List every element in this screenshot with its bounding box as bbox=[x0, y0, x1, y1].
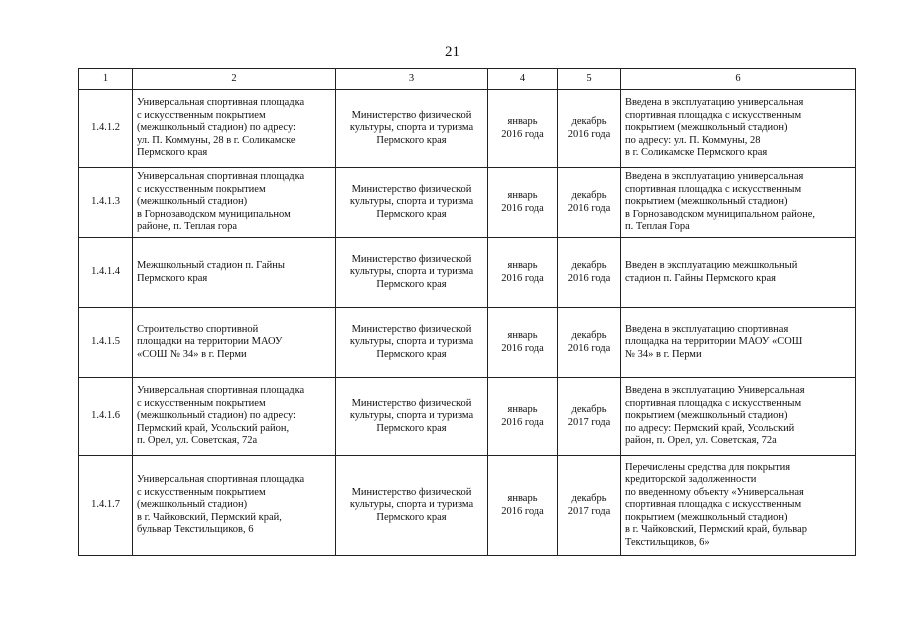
item-number: 1.4.1.4 bbox=[79, 238, 133, 308]
item-executor-line: Министерство физической bbox=[351, 397, 472, 409]
item-result-line: в Горнозаводском муниципальном районе, bbox=[625, 208, 816, 220]
item-result-line: в г. Чайковский, Пермский край, бульвар bbox=[625, 524, 807, 536]
item-result bbox=[621, 456, 856, 556]
item-executor-line: Министерство физической bbox=[351, 323, 472, 335]
item-start-date-line: 2016 года bbox=[501, 202, 544, 214]
item-name-line: с искусственным покрытием bbox=[137, 486, 266, 498]
item-name-line: Пермского края bbox=[137, 272, 208, 284]
item-result-line: по введенному объекту «Универсальная bbox=[625, 486, 804, 498]
item-number: 1.4.1.5 bbox=[79, 308, 133, 378]
item-result-line: покрытием (межшкольный стадион) bbox=[625, 122, 788, 134]
activities-table bbox=[78, 68, 856, 556]
item-result-line: п. Теплая Гора bbox=[625, 221, 690, 233]
item-start-date-line: 2016 года bbox=[501, 272, 544, 284]
item-start-date-line: январь bbox=[507, 404, 538, 415]
item-executor-line: культуры, спорта и туризма bbox=[349, 499, 474, 511]
item-name-line: районе, п. Теплая гора bbox=[137, 221, 238, 233]
item-result-line: по адресу: Пермский край, Усольский bbox=[625, 422, 795, 434]
item-start-date bbox=[488, 238, 558, 308]
column-header-4: 4 bbox=[488, 69, 558, 90]
item-result-line: площадка на территории МАОУ «СОШ bbox=[625, 336, 803, 348]
item-executor-line: Министерство физической bbox=[351, 486, 472, 498]
item-start-date bbox=[488, 308, 558, 378]
item-start-date-line: январь bbox=[507, 330, 538, 341]
item-result-line: покрытием (межшкольный стадион) bbox=[625, 410, 788, 422]
item-executor bbox=[336, 378, 488, 456]
item-end-date bbox=[558, 90, 621, 168]
item-result-line: Введена в эксплуатацию Универсальная bbox=[625, 385, 805, 397]
item-executor-line: культуры, спорта и туризма bbox=[349, 196, 474, 208]
column-number-row bbox=[79, 69, 856, 90]
item-result-line: спортивная площадка с искусственным bbox=[625, 183, 802, 195]
item-name bbox=[133, 90, 336, 168]
item-end-date-line: декабрь bbox=[571, 493, 607, 504]
item-end-date bbox=[558, 378, 621, 456]
item-end-date-line: декабрь bbox=[571, 260, 607, 271]
item-name-line: Универсальная спортивная площадка bbox=[137, 385, 305, 397]
table-row bbox=[79, 456, 856, 556]
item-result-line: спортивная площадка с искусственным bbox=[625, 397, 802, 409]
item-result-line: спортивная площадка с искусственным bbox=[625, 109, 802, 121]
item-result bbox=[621, 238, 856, 308]
item-result-line: кредиторской задолженности bbox=[625, 474, 757, 486]
item-result-line: Введена в эксплуатацию универсальная bbox=[625, 97, 804, 109]
item-result bbox=[621, 378, 856, 456]
item-end-date-line: 2017 года bbox=[567, 416, 611, 428]
item-name bbox=[133, 308, 336, 378]
item-start-date-line: январь bbox=[507, 116, 538, 127]
item-end-date-line: 2017 года bbox=[567, 505, 611, 517]
item-name-line: (межшкольный стадион) bbox=[137, 196, 248, 208]
item-name bbox=[133, 378, 336, 456]
item-executor-line: культуры, спорта и туризма bbox=[349, 336, 474, 348]
item-end-date bbox=[558, 308, 621, 378]
item-name-line: в Горнозаводском муниципальном bbox=[137, 208, 291, 220]
item-start-date-line: январь bbox=[507, 260, 538, 271]
item-result-line: № 34» в г. Перми bbox=[625, 348, 702, 360]
table-row bbox=[79, 90, 856, 168]
item-executor-line: Пермского края bbox=[376, 511, 447, 523]
item-name-line: ул. П. Коммуны, 28 в г. Соликамске bbox=[137, 134, 296, 146]
item-executor-line: культуры, спорта и туризма bbox=[349, 122, 474, 134]
item-name-line: Универсальная спортивная площадка bbox=[137, 171, 305, 183]
item-start-date bbox=[488, 378, 558, 456]
item-end-date-line: 2016 года bbox=[567, 128, 611, 140]
item-name-line: Универсальная спортивная площадка bbox=[137, 474, 305, 486]
item-start-date-line: 2016 года bbox=[501, 342, 544, 354]
item-end-date bbox=[558, 456, 621, 556]
item-name-line: с искусственным покрытием bbox=[137, 183, 266, 195]
item-start-date-line: 2016 года bbox=[501, 416, 544, 428]
column-header-5: 5 bbox=[558, 69, 621, 90]
table-row bbox=[79, 238, 856, 308]
item-result-line: спортивная площадка с искусственным bbox=[625, 499, 802, 511]
item-number: 1.4.1.3 bbox=[79, 168, 133, 238]
item-name-line: (межшкольный стадион) bbox=[137, 499, 248, 511]
item-number: 1.4.1.6 bbox=[79, 378, 133, 456]
item-result bbox=[621, 90, 856, 168]
item-executor bbox=[336, 168, 488, 238]
item-name bbox=[133, 238, 336, 308]
column-header-6: 6 bbox=[621, 69, 856, 90]
item-result-line: Введен в эксплуатацию межшкольный bbox=[625, 260, 798, 271]
item-executor-line: Министерство физической bbox=[351, 183, 472, 195]
item-result-line: покрытием (межшкольный стадион) bbox=[625, 196, 788, 208]
item-result-line: Введена в эксплуатацию спортивная bbox=[625, 323, 789, 335]
item-start-date bbox=[488, 168, 558, 238]
item-executor bbox=[336, 238, 488, 308]
item-result-line: район, п. Орел, ул. Советская, 72а bbox=[625, 435, 777, 447]
item-executor-line: Пермского края bbox=[376, 348, 447, 360]
item-name-line: в г. Чайковский, Пермский край, bbox=[137, 511, 282, 523]
column-header-2: 2 bbox=[133, 69, 336, 90]
column-header-1: 1 bbox=[79, 69, 133, 90]
item-name-line: «СОШ № 34» в г. Перми bbox=[137, 348, 247, 360]
item-name-line: п. Орел, ул. Советская, 72а bbox=[137, 435, 258, 447]
table-row bbox=[79, 308, 856, 378]
item-executor-line: Пермского края bbox=[376, 278, 447, 290]
item-executor-line: Министерство физической bbox=[351, 253, 472, 265]
item-executor-line: Пермского края bbox=[376, 134, 447, 146]
item-result-line: в г. Соликамске Пермского края bbox=[625, 147, 768, 159]
item-end-date-line: декабрь bbox=[571, 190, 607, 201]
item-end-date-line: декабрь bbox=[571, 330, 607, 341]
item-end-date-line: 2016 года bbox=[567, 342, 611, 354]
item-end-date-line: декабрь bbox=[571, 404, 607, 415]
item-end-date bbox=[558, 168, 621, 238]
item-number: 1.4.1.2 bbox=[79, 90, 133, 168]
item-result bbox=[621, 308, 856, 378]
item-name-line: Межшкольный стадион п. Гайны bbox=[137, 260, 285, 271]
item-name bbox=[133, 168, 336, 238]
item-result-line: покрытием (межшкольный стадион) bbox=[625, 511, 788, 523]
item-name-line: с искусственным покрытием bbox=[137, 397, 266, 409]
item-start-date-line: январь bbox=[507, 493, 538, 504]
item-name-line: с искусственным покрытием bbox=[137, 109, 266, 121]
item-result-line: Текстильщиков, 6» bbox=[625, 536, 710, 548]
item-executor-line: культуры, спорта и туризма bbox=[349, 266, 474, 278]
item-name-line: Пермского края bbox=[137, 147, 208, 159]
item-executor-line: культуры, спорта и туризма bbox=[349, 410, 474, 422]
item-end-date bbox=[558, 238, 621, 308]
item-name-line: Универсальная спортивная площадка bbox=[137, 97, 305, 109]
item-name-line: бульвар Текстильщиков, 6 bbox=[137, 524, 254, 536]
item-end-date-line: декабрь bbox=[571, 116, 607, 127]
item-name-line: (межшкольный стадион) по адресу: bbox=[137, 122, 296, 134]
item-executor bbox=[336, 308, 488, 378]
item-name-line: Пермский край, Усольский район, bbox=[137, 422, 290, 434]
item-start-date bbox=[488, 456, 558, 556]
item-executor-line: Пермского края bbox=[376, 208, 447, 220]
table-row bbox=[79, 168, 856, 238]
item-name-line: (межшкольный стадион) по адресу: bbox=[137, 410, 296, 422]
item-name-line: площадки на территории МАОУ bbox=[137, 336, 283, 348]
item-executor bbox=[336, 90, 488, 168]
item-name-line: Строительство спортивной bbox=[137, 323, 259, 335]
item-result bbox=[621, 168, 856, 238]
item-start-date bbox=[488, 90, 558, 168]
item-number: 1.4.1.7 bbox=[79, 456, 133, 556]
item-end-date-line: 2016 года bbox=[567, 202, 611, 214]
item-executor bbox=[336, 456, 488, 556]
item-result-line: Введена в эксплуатацию универсальная bbox=[625, 171, 804, 183]
table-row bbox=[79, 378, 856, 456]
item-result-line: стадион п. Гайны Пермского края bbox=[625, 272, 776, 284]
page-number: 21 bbox=[445, 44, 460, 60]
item-result-line: по адресу: ул. П. Коммуны, 28 bbox=[625, 134, 761, 146]
item-start-date-line: январь bbox=[507, 190, 538, 201]
item-end-date-line: 2016 года bbox=[567, 272, 611, 284]
item-start-date-line: 2016 года bbox=[501, 505, 544, 517]
item-executor-line: Министерство физической bbox=[351, 109, 472, 121]
column-header-3: 3 bbox=[336, 69, 488, 90]
item-result-line: Перечислены средства для покрытия bbox=[625, 461, 791, 473]
item-executor-line: Пермского края bbox=[376, 422, 447, 434]
item-start-date-line: 2016 года bbox=[501, 128, 544, 140]
item-name bbox=[133, 456, 336, 556]
